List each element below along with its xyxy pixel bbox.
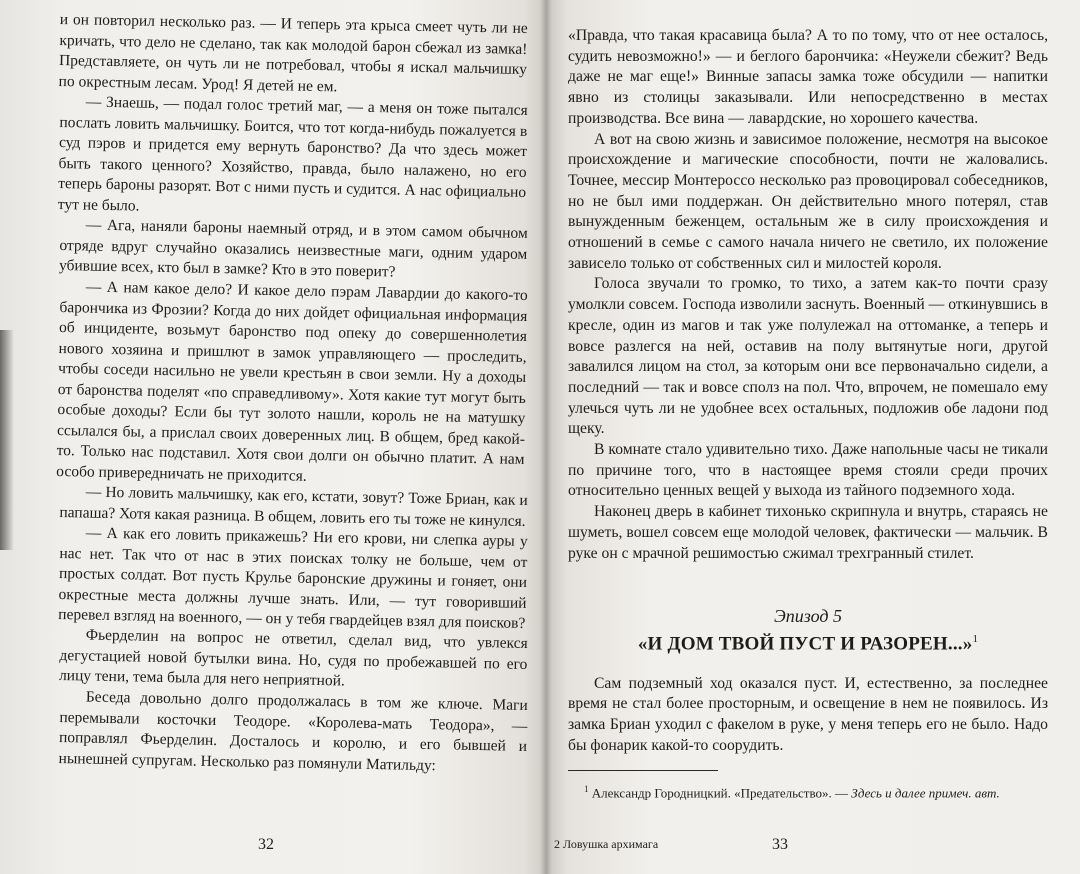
left-paragraph-8: Беседа довольно долго продолжалась в том же ключе. Маги перемывали косточки Теодоре. «Королева-мать Теодора», — поправлял Фьерделин. Досталось и королю, и его бывшей и нынешней супругам. Несколько раз помянули Матильду: [58,687,528,774]
footnote-mark: 1 [584,784,589,795]
right-paragraph-2: А вот на свою жизнь и зависимое положение, несмотря на высокое происхождение и магические способности, почти не жаловались. Точнее, мессир Монтероссо несколько раз провоцировал собеседников, но не был ими поддержан. Он действительно много потерял, став вынужденным беженцем, остальным же в силу происхождения и отношений в семье с самого начала ничего не светило, их положение зависело только от собственных сил и милостей короля. [568,130,1048,272]
printer-signature: 2 Ловушка архимага [554,837,659,851]
right-page-body [568,26,1048,802]
footnote-text: Александр Городницкий. «Предательство». — [591,785,849,801]
episode-title [568,633,1048,655]
right-page-number: 33 [772,836,788,853]
left-paragraph-4: — А нам какое дело? И какое дело пэрам Лавардии до какого-то барончика из Фрозии? Когда до них дойдет официальная информация об инциденте, возьмут баронство под опеку до совершеннолетия нового хозяина и пришлют в замок управляющего — проследить, чтобы соседи насильно не увели крестьян в свои земли. Ну а доходы от баронства поделят «по справедливому». Хотя какие тут могут быть особые доходы? Если бы тут золото нашли, король не на матушку ссылался бы, а прислал своих доверенных лиц. В общем, бред какой-то. Только нас подставил. Хотя свои долги он обычно платит. А нам особо привередничать не приходится. [56,277,528,484]
edge-shadow [0,330,14,550]
right-page [546,0,1080,874]
right-paragraph-1: «Правда, что такая красавица была? А то по тому, что от нее осталось, судить невозможно!» — и беглого барончика: «Неужели сбежит? Ведь даже не маг еще!» Винные запасы замка тоже обсудили — напитки явно из столицы заказывали. Или непосредственно в местах производства. Все вина — лавардские, но хорошего качества. [568,27,1048,127]
right-paragraph-4: В комнате стало удивительно тихо. Даже напольные часы не тикали по причине того, что в настоящее время стояли среди прочих относительно ценных вещей у выхода из тайного подземного хода. [568,441,1048,500]
right-paragraph-3: Голоса звучали то громко, то тихо, а затем как-то почти сразу умолкли совсем. Господа изволили заснуть. Военный — откинувшись в кресле, один из магов и так уже полулежал на оттоманке, а теперь и вовсе разлегся на ней, оставив на полу вытянутые ноги, другой завалился лицом на стол, за которым они все первоначально сидели, а последний — так и вовсе сполз на пол. Что, впрочем, не помешало ему улечься чуть ли не удобнее всех остальных, подложив обе ладони под щеку. [568,275,1048,438]
left-paragraph-6: — А как его ловить прикажешь? Ни его крови, ни слепка ауры у нас нет. Так что от нас в этих поисках толку не больше, чем от простых солдат. Вот пусть Крулье баронские дружины и гоняет, они окрестные места должны лучше знать. Или, — тут говоривший перевел взгляд на военного, — он у тебя гвардейцев взял для поисков? [58,523,528,632]
left-paragraph-5: — Но ловить мальчишку, как его, кстати, зовут? Тоже Бриан, как и папаша? Хотя какая разница. В общем, ловить его ты тоже не кинулся. [59,482,528,529]
episode-number: Эпизод 5 [774,606,842,627]
left-page-number: 32 [258,836,274,853]
footnote-divider [568,770,718,771]
episode-footnote-mark: 1 [972,633,979,646]
left-page-body [56,10,528,774]
episode-paragraph-1: Сам подземный ход оказался пуст. И, естественно, за последнее время не стал более просторным, и освещение в нем не появилось. Из замка Бриан уходил с факелом в руке, у меня теперь его не было. Надо бы фонарик какой-то соорудить. [568,674,1048,754]
footnote [568,781,1048,801]
footnote-emphasis: Здесь и далее примеч. авт. [851,785,1000,801]
right-paragraph-5: Наконец дверь в кабинет тихонько скрипнула и внутрь, стараясь не шуметь, вошел совсем еще молодой человек, фактически — мальчик. В руке он с мрачной решимостью сжимал трехгранный стилет. [568,503,1048,562]
left-paragraph-1: и он повторил несколько раз. — И теперь эта крыса смеет чуть ли не кричать, что дело не сделано, так как молодой барон сбежал из замка! Представляете, он чуть ли не потребовал, чтобы я искал мальчишку по окрестным лесам. Урод! Я детей не ем. [58,10,528,95]
episode-title-text: «И ДОМ ТВОЙ ПУСТ И РАЗОРЕН...» [637,633,973,655]
left-paragraph-3: — Ага, наняли бароны наемный отряд, и в этом самом обычном отряде вдруг случайно оказались неизвестные маги, одним ударом убившие всех, кто был в замке? Кто в это поверит? [58,216,528,281]
book-gutter [540,0,552,874]
left-paragraph-2: — Знаешь, — подал голос третий маг, — а меня он тоже пытался послать ловить мальчишку. Боится, что тот когда-нибудь пожалуется в суд пэров и придется ему вернуть баронство? Да что здесь может быть такого ценного? Хозяйство, правда, было налажено, но его теперь бароны разорят. Вот с ними пусть и судится. А нас официально тут не было. [57,93,528,215]
left-paragraph-7: Фьерделин на вопрос не ответил, сделал вид, что увлекся дегустацией новой бутылки вина. Но, судя по пробежавшей по его лицу тени, тема была для него неприятной. [58,626,528,690]
